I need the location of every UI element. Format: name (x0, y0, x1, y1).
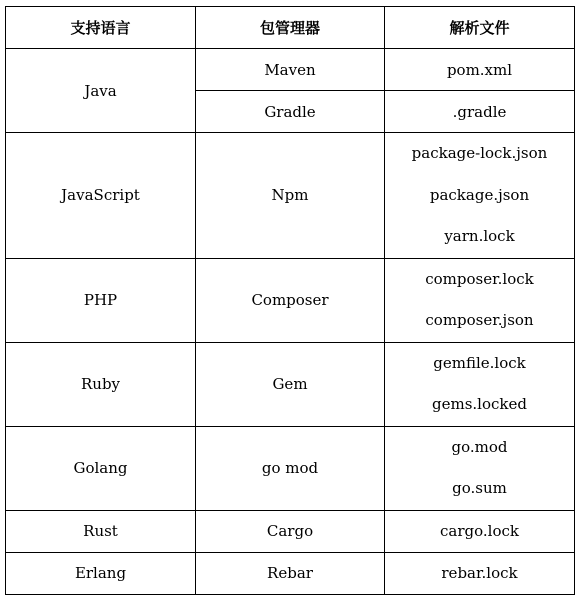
file-gemfile-lock: gemfile.lock (433, 353, 526, 372)
cell-files-javascript (385, 133, 575, 259)
table-row-ruby (6, 342, 575, 426)
table-header (6, 7, 575, 49)
table-row-php (6, 258, 575, 342)
table-row-golang (6, 426, 575, 510)
package-manager-table (5, 6, 575, 595)
cell-manager-gem: Gem (196, 342, 385, 426)
table-row-javascript (6, 133, 575, 259)
table-row-erlang (6, 552, 575, 594)
file-gems-locked: gems.locked (432, 395, 527, 413)
table-body (6, 49, 575, 595)
file-package-json: package.json (429, 185, 530, 204)
file-composer-json: composer.json (425, 311, 534, 329)
cell-files-php (385, 258, 575, 342)
cell-language-java: Java (6, 49, 196, 133)
header-language: 支持语言 (6, 7, 196, 49)
file-package-lock-json: package-lock.json (411, 144, 548, 162)
cell-file-cargo-lock: cargo.lock (385, 510, 575, 552)
header-manager: 包管理器 (196, 7, 385, 49)
cell-language-erlang: Erlang (6, 552, 196, 594)
cell-manager-cargo: Cargo (196, 510, 385, 552)
table-row-java-maven (6, 49, 575, 91)
file-go-mod: go.mod (451, 437, 508, 456)
cell-language-javascript: JavaScript (6, 133, 196, 259)
cell-file-rebar-lock: rebar.lock (385, 552, 575, 594)
cell-language-ruby: Ruby (6, 342, 196, 426)
cell-file-pom-xml: pom.xml (385, 49, 575, 91)
cell-manager-go-mod: go mod (196, 426, 385, 510)
cell-manager-gradle: Gradle (196, 91, 385, 133)
cell-file-gradle: .gradle (385, 91, 575, 133)
cell-files-golang (385, 426, 575, 510)
cell-language-rust: Rust (6, 510, 196, 552)
file-yarn-lock: yarn.lock (444, 227, 515, 245)
cell-manager-npm: Npm (196, 133, 385, 259)
cell-manager-rebar: Rebar (196, 552, 385, 594)
cell-language-php: PHP (6, 258, 196, 342)
cell-manager-composer: Composer (196, 258, 385, 342)
file-go-sum: go.sum (452, 479, 507, 497)
header-row (6, 7, 575, 49)
header-files: 解析文件 (385, 7, 575, 49)
cell-manager-maven: Maven (196, 49, 385, 91)
cell-files-ruby (385, 342, 575, 426)
file-composer-lock: composer.lock (425, 269, 534, 288)
cell-language-golang: Golang (6, 426, 196, 510)
table-row-rust (6, 510, 575, 552)
